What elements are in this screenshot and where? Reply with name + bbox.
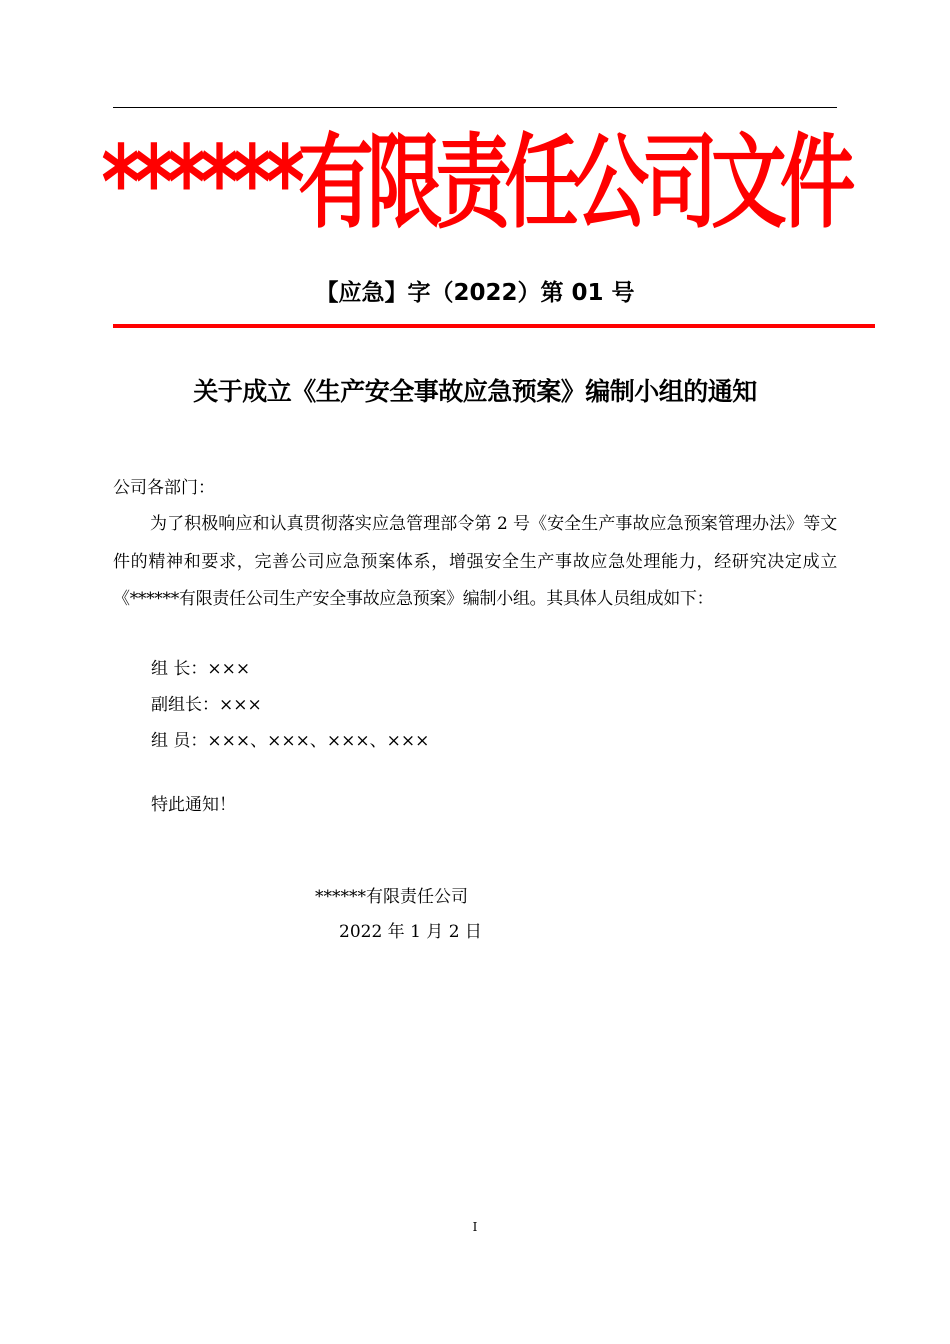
page-number: I bbox=[472, 1220, 478, 1234]
vice-leader-line: 副组长：××× bbox=[151, 695, 262, 715]
signature-date: 2022 年 1 月 2 日 bbox=[339, 922, 482, 942]
salutation: 公司各部门： bbox=[113, 478, 215, 498]
notice-title: 关于成立《生产安全事故应急预案》编制小组的通知 bbox=[193, 377, 757, 406]
signature-company: ******有限责任公司 bbox=[315, 887, 468, 907]
red-divider bbox=[113, 324, 875, 328]
closing-line: 特此通知！ bbox=[151, 795, 236, 815]
document-number: 【应急】字（2022）第 01 号 bbox=[315, 280, 635, 306]
group-leader-line: 组 长：××× bbox=[151, 659, 251, 679]
masthead-title: ******有限责任公司文件 bbox=[101, 124, 849, 243]
group-members-line: 组 员：×××、×××、×××、××× bbox=[151, 731, 430, 751]
body-paragraph: 为了积极响应和认真贯彻落实应急管理部令第 2 号《安全生产事故应急预案管理办法》等文件的精神和要求，完善公司应急预案体系，增强安全生产事故应急处理能力，经研究决定成立《******有限责任公司生产安全事故应急预案》编制小组。其具体人员组成如下： bbox=[113, 514, 837, 609]
